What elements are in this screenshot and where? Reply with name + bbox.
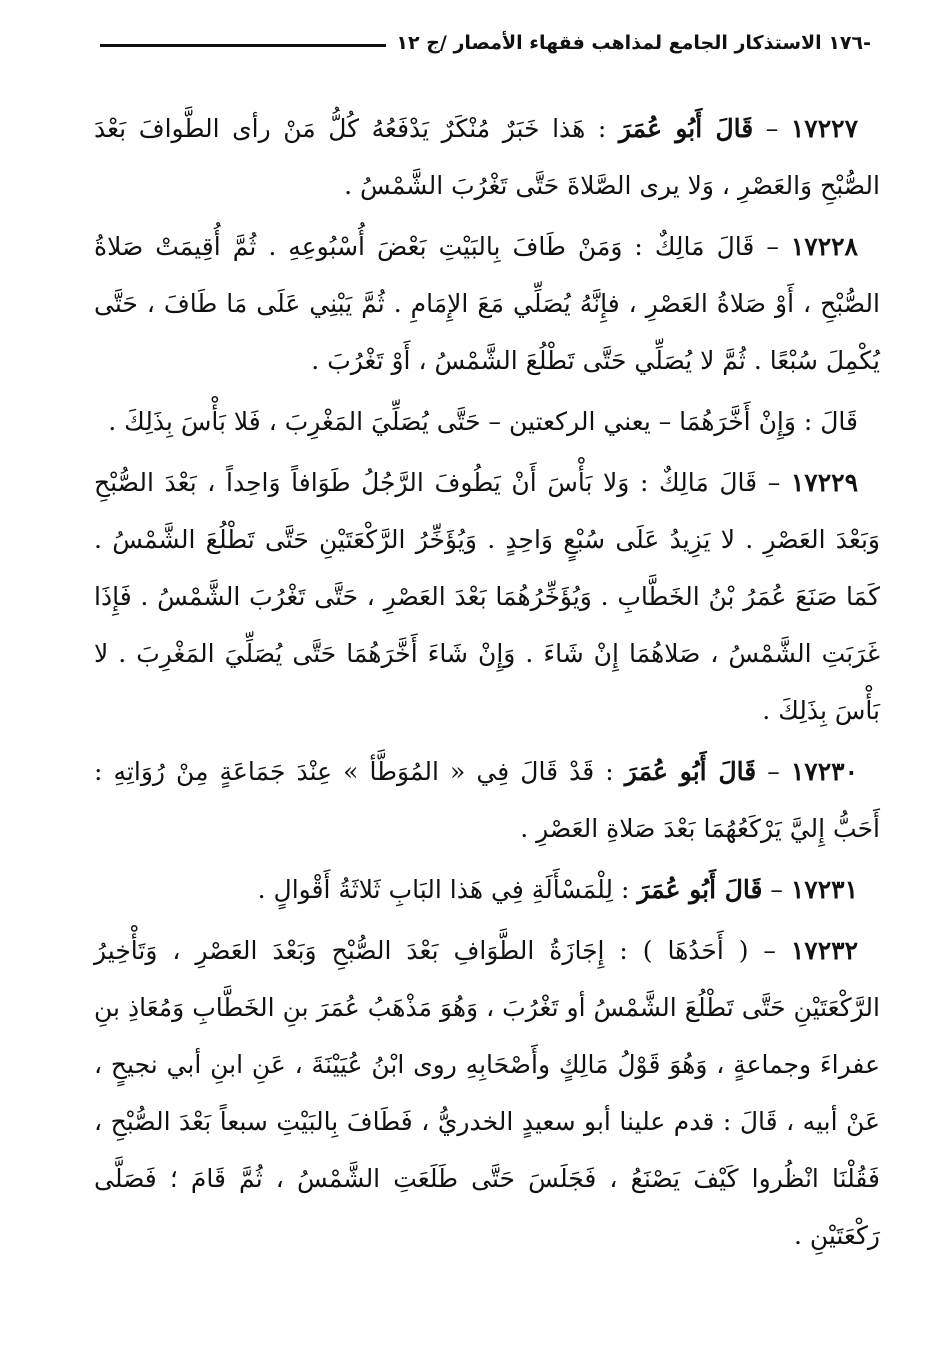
paragraph-number: ١٧٢٢٧ [790,114,858,143]
paragraph-dash: – [756,757,791,786]
paragraph-number: ١٧٢٢٨ [790,232,858,261]
paragraph-text: قَالَ : وَإِنْ أَخَّرَهُمَا – يعني الركعتين – حَتَّى يُصَلِّيَ المَغْرِبَ ، فَلا بَأْسَ بِذَلِكَ . [108,407,858,436]
paragraph-17231 [94,861,880,918]
paragraph-speaker: قَالَ أَبُو عُمَرَ [637,875,763,904]
paragraph-dash: – [748,936,791,965]
header-text: -١٧٦ الاستذكار الجامع لمذاهب فقهاء الأمصار /ج ١٢ [396,32,871,54]
paragraph-number: ١٧٢٣٠ [790,757,858,786]
paragraph-text: : قَدْ قَالَ فِي « المُوَطَّأ » عِنْدَ جَمَاعَةٍ مِنْ رُوَاتِهِ : أَحَبُّ إِليَّ يَرْكَعُهُمَا بَعْدَ صَلاةِ العَصْرِ . [94,757,880,843]
paragraph-dash: – [762,875,791,904]
header-rule [100,44,386,47]
paragraph-number: ١٧٢٢٩ [790,468,858,497]
paragraph-17227 [94,100,880,214]
paragraph-text: ( أَحَدُهَا ) : إِجَازَةُ الطَّوَافِ بَعْدَ الصُّبْحِ وَبَعْدَ العَصْرِ ، وَتَأْخِيرُ الرَّكْعَتَيْنِ حَتَّى تَطْلُعَ الشَّمْسُ أو تَغْرُبَ ، وَهُوَ مَذْهَبُ عُمَرَ بنِ الخَطَّابِ وَمُعَاذِ بنِ عفراءَ وجماعةٍ ، وَهُوَ قَوْلُ مَالِكٍ وأَصْحَابِهِ روى ابْنُ عُيَيْنَةَ ، عَنِ ابنِ أبي نجيحٍ ، عَنْ أبيه ، قَالَ : قدم علينا أبو سعيدٍ الخدريُّ ، فَطَافَ بِالبَيْتِ سبعاً بَعْدَ الصُّبْحِ ، فَقُلْنَا انْظُروا كَيْفَ يَصْنَعُ ، فَجَلَسَ حَتَّى طَلَعَتِ الشَّمْسُ ، ثُمَّ قَامَ ؛ فَصَلَّى رَكْعَتَيْنِ . [94,936,880,1250]
running-header [100,26,871,60]
paragraph-dash: – [757,468,791,497]
paragraph-dash: – [753,114,791,143]
paragraph-dash: – [754,232,791,261]
paragraph-17232 [94,922,880,1264]
paragraph-speaker: قَالَ أَبُو عُمَرَ [624,757,757,786]
paragraph-text: قَالَ مَالِكٌ : وَلا بَأْسَ أَنْ يَطُوفَ الرَّجُلُ طَوَافاً وَاحِداً ، بَعْدَ الصُّبْحِ وَبَعْدَ العَصْرِ . لا يَزِيدُ عَلَى سُبْعٍ وَاحِدٍ . وَيُؤَخِّرُ الرَّكْعَتَيْنِ حَتَّى تَطْلُعَ الشَّمْسُ . كَمَا صَنَعَ عُمَرُ بْنُ الخَطَّابِ . وَيُؤَخِّرُهُمَا بَعْدَ العَصْرِ ، حَتَّى تَغْرُبَ الشَّمْسُ . فَإِذَا غَرَبَتِ الشَّمْسُ ، صَلاهُمَا إِنْ شَاءَ . وَإِنْ شَاءَ أَخَّرَهُمَا حَتَّى يُصَلِّيَ المَغْرِبَ . لا بَأْسَ بِذَلِكَ . [94,468,880,725]
paragraph-17230 [94,743,880,857]
paragraph-text: قَالَ مَالِكٌ : وَمَنْ طَافَ بِالبَيْتِ بَعْضَ أُسْبُوعِهِ . ثُمَّ أُقِيمَتْ صَلاةُ الصُّبْحِ ، أَوْ صَلاةُ العَصْرِ ، فإِنَّهُ يُصَلِّي مَعَ الإِمَامِ . ثُمَّ يَبْنِي عَلَى مَا طَافَ ، حَتَّى يُكْمِلَ سُبْعًا . ثُمَّ لا يُصَلِّي حَتَّى تَطْلُعَ الشَّمْسُ ، أَوْ تَغْرُبَ . [94,232,880,375]
paragraph-continuation [94,393,880,450]
paragraph-number: ١٧٢٣١ [790,875,858,904]
paragraph-17228 [94,218,880,389]
paragraph-number: ١٧٢٣٢ [790,936,858,965]
paragraph-text: : هَذا خَبَرٌ مُنْكَرٌ يَدْفَعُهُ كُلُّ مَنْ رأى الطَّوافَ بَعْدَ الصُّبْحِ وَالعَصْرِ ، وَلا يرى الصَّلاةَ حَتَّى تَغْرُبَ الشَّمْسُ . [94,114,880,200]
paragraph-17229 [94,454,880,739]
paragraph-text: : لِلْمَسْأَلَةِ فِي هَذا البَابِ ثَلاثَةُ أَقْوالٍ . [257,875,638,904]
body-text [94,100,880,1268]
paragraph-speaker: قَالَ أَبُو عُمَرَ [618,114,754,143]
